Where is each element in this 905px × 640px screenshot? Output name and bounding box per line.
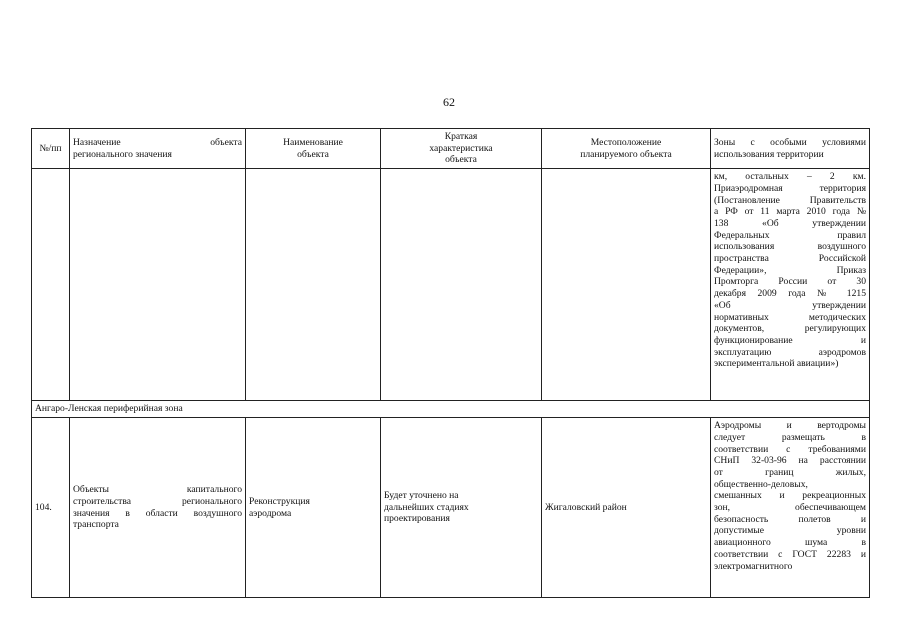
cell-location-empty xyxy=(542,169,711,401)
header-purpose: Назначение объекта регионального значения xyxy=(70,129,246,169)
page-number: 62 xyxy=(443,95,455,109)
cell-purpose: Объекты капитального строительства регионального значения в области воздушного транспорта xyxy=(70,418,246,598)
header-brief: Краткая характеристика объекта xyxy=(381,129,542,169)
cell-brief: Будет уточнено на дальнейших стадиях проектирования xyxy=(381,418,542,598)
cell-purpose-empty xyxy=(70,169,246,401)
table-header-row xyxy=(32,129,870,169)
cell-location: Жигаловский район xyxy=(542,418,711,598)
table-row-104 xyxy=(32,418,870,598)
cell-zones: Аэродромы и вертодромы следует размещать в соответствии с требованиями СНиП 32-03-96 на расстоянии от границ жилых, общественно-деловых, смешанных и рекреационных зон, обеспечивающем безопасность полетов и допустимые уровни авиационного шума в соответствии с ГОСТ 22283 и электромагнитного xyxy=(711,418,870,598)
zone-title: Ангаро-Ленская периферийная зона xyxy=(32,401,870,418)
zone-title-row xyxy=(32,401,870,418)
cell-name: Реконструкция аэродрома xyxy=(246,418,381,598)
cell-num-empty xyxy=(32,169,70,401)
cell-num: 104. xyxy=(32,418,70,598)
cell-brief-empty xyxy=(381,169,542,401)
cell-zones-continuation: км, остальных – 2 км. Приаэродромная территория (Постановление Правительств а РФ от 11 марта 2010 года № 138 «Об утверждении Федеральных правил использования воздушного пространства Российской Федерации», Приказ Промторга России от 30 декабря 2009 года № 1215 «Об утверждении нормативных методических документов, регулирующих функционирование и эксплуатацию аэродромов экспериментальной авиации») xyxy=(711,169,870,401)
cell-name-empty xyxy=(246,169,381,401)
table-row-continuation xyxy=(32,169,870,401)
header-zones: Зоны с особыми условиями использования территории xyxy=(711,129,870,169)
header-num: №/пп xyxy=(32,129,70,169)
header-location: Местоположение планируемого объекта xyxy=(542,129,711,169)
regional-objects-table xyxy=(31,128,870,598)
header-name: Наименование объекта xyxy=(246,129,381,169)
